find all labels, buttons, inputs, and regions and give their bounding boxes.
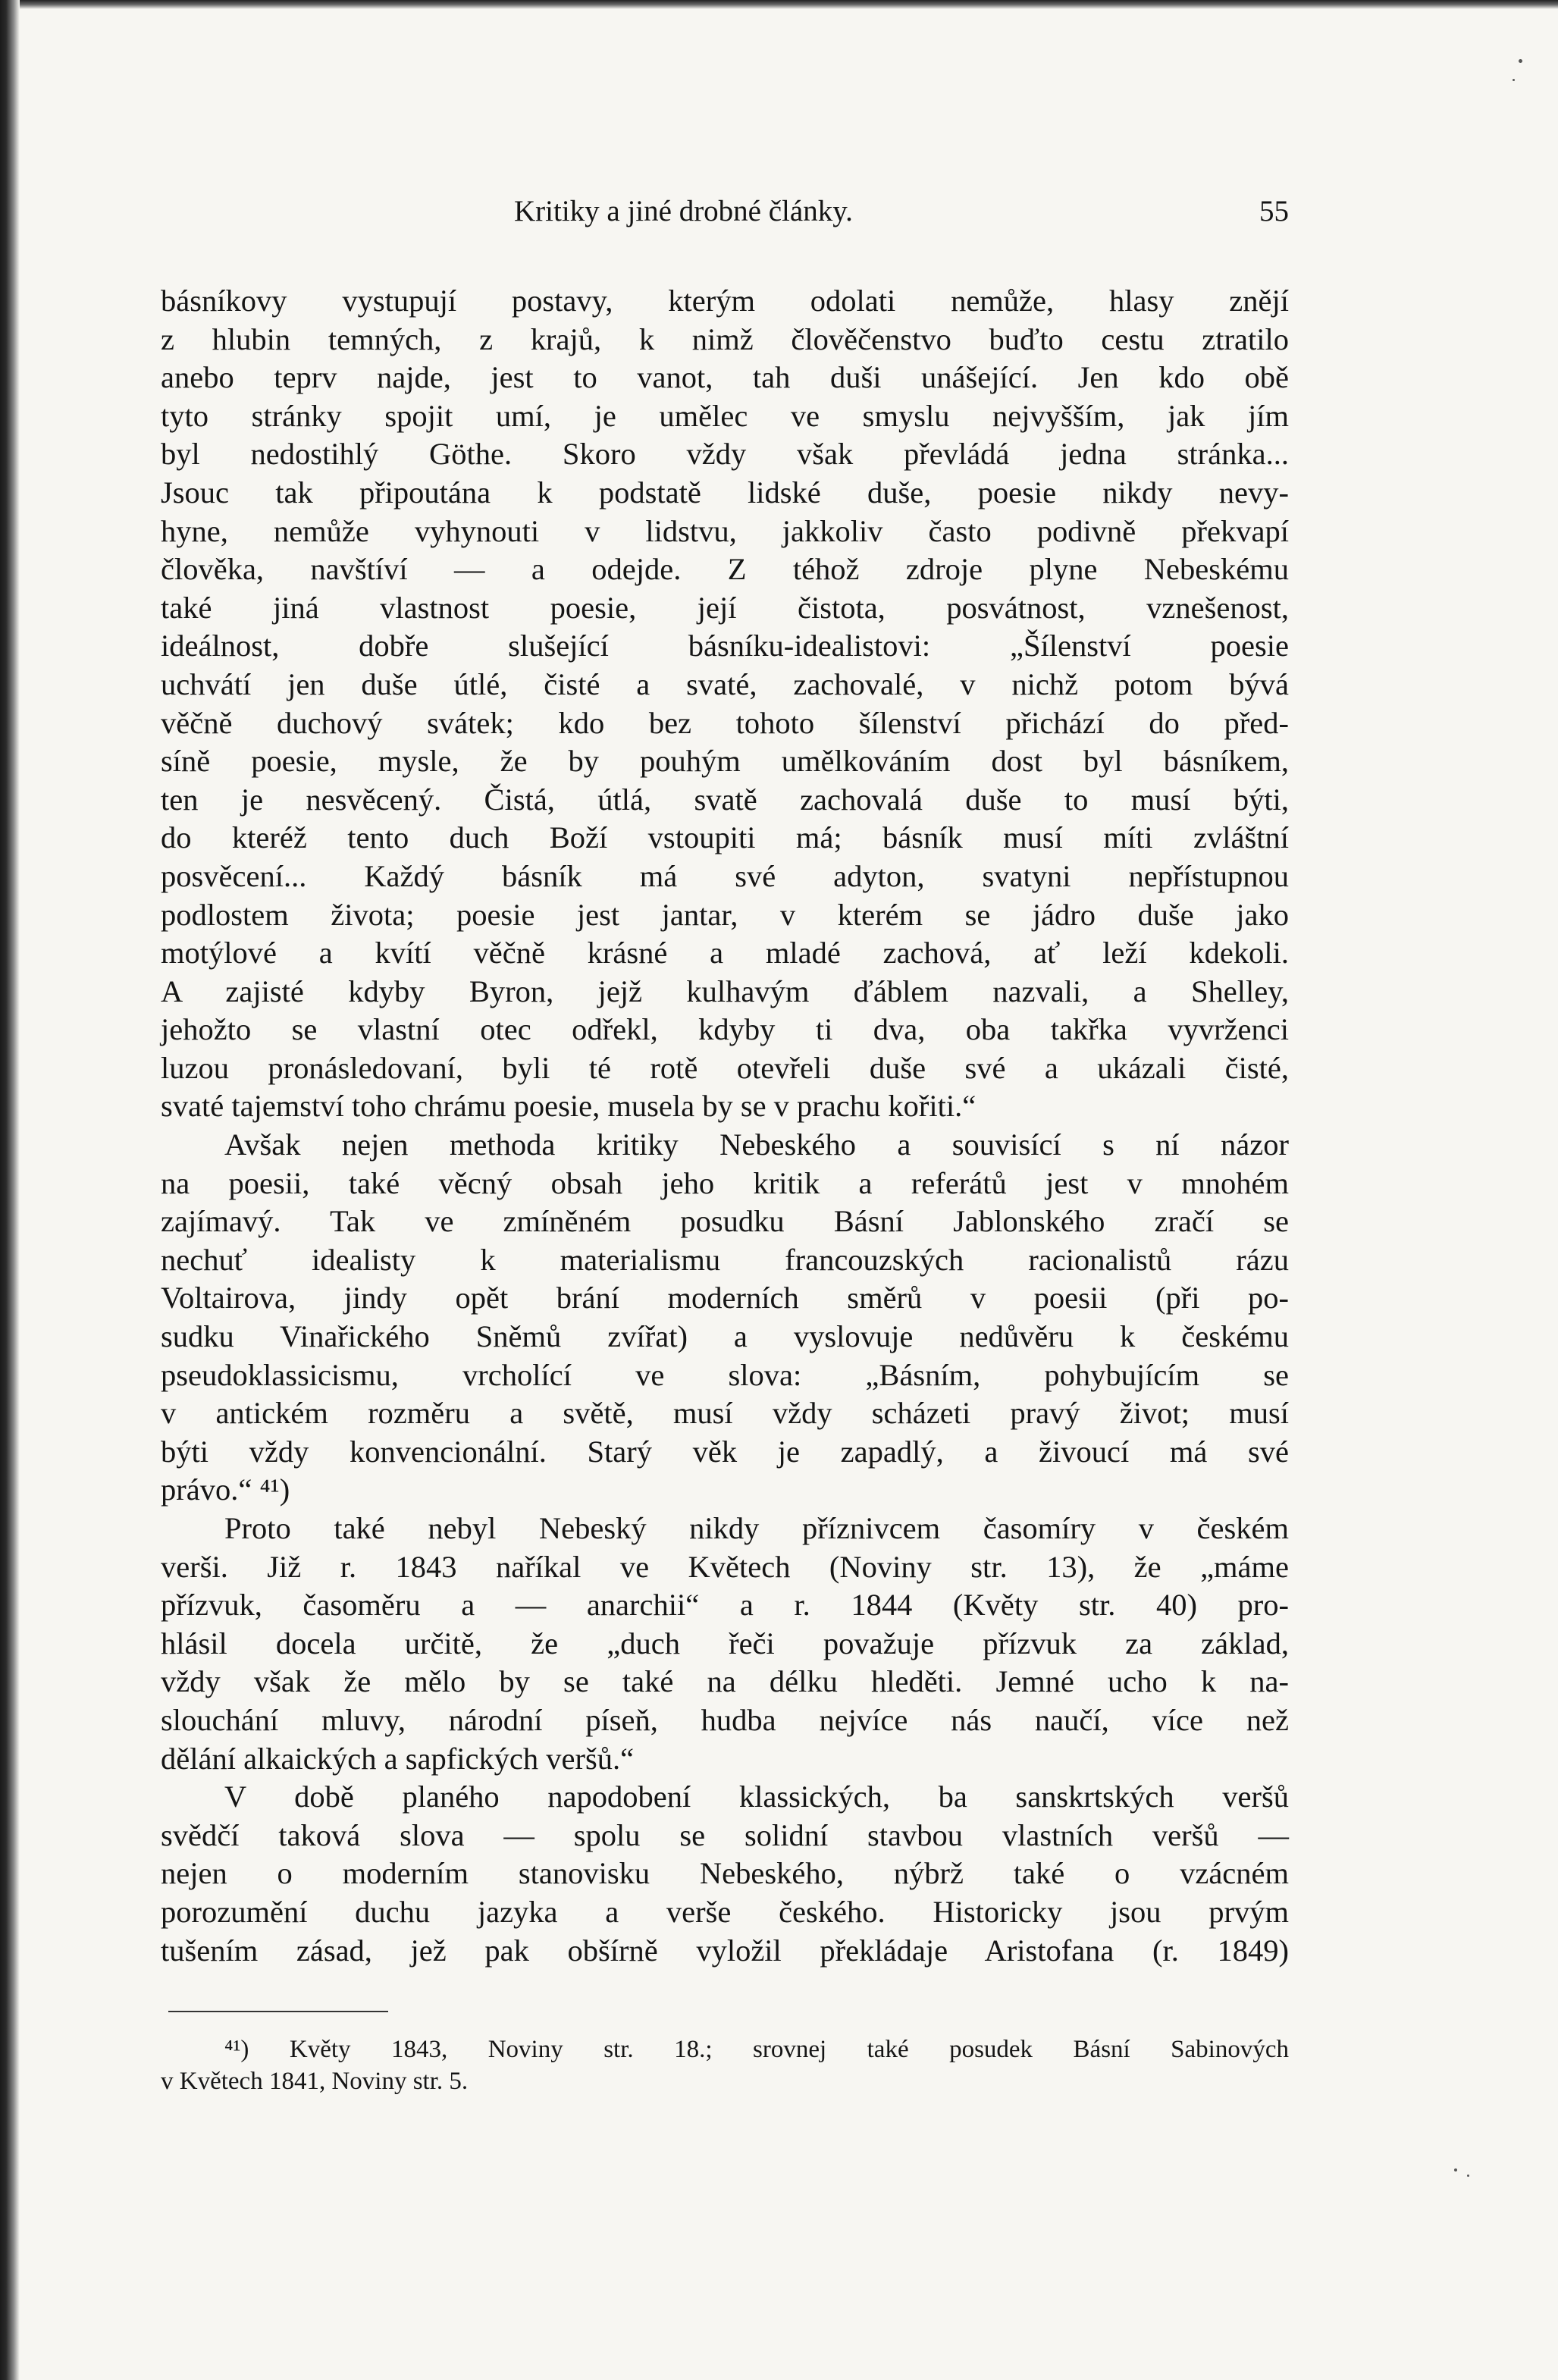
scan-edge-top	[0, 0, 1558, 9]
text-line: ideálnost, dobře slušející básníku-idealistovi: „Šílenství poesie	[161, 629, 1289, 663]
scan-edge-left	[0, 0, 20, 2380]
footnotes	[161, 2034, 1289, 2097]
text-line: nejen o moderním stanovisku Nebeského, nýbrž také o vzácném	[161, 1856, 1289, 1891]
scan-speck	[1467, 2175, 1469, 2177]
page-number: 55	[1259, 195, 1289, 227]
scan-speck	[1519, 59, 1522, 63]
text-line: také jiná vlastnost poesie, její čistota, posvátnost, vznešenost,	[161, 590, 1289, 625]
text-line: V době planého napodobení klassických, ba sanskrtských veršů	[224, 1780, 1289, 1814]
text-line: tyto stránky spojit umí, je umělec ve smyslu nejvyšším, jak jím	[161, 398, 1289, 433]
text-line: člověka, navštíví — a odejde. Z téhož zdroje plyne Nebeskému	[161, 552, 1289, 587]
text-line: sudku Vinařického Sněmů zvířat) a vyslovuje nedůvěru k českému	[161, 1319, 1289, 1354]
text-line: jehožto se vlastní otec odřekl, kdyby ti dva, oba takřka vyvrženci	[161, 1012, 1289, 1047]
running-head	[159, 194, 1289, 234]
text-line: hyne, nemůže vyhynouti v lidstvu, jakkoliv často podivně překvapí	[161, 513, 1289, 548]
text-line: býti vždy konvencionální. Starý věk je zapadlý, a živoucí má své	[161, 1434, 1289, 1469]
text-line: Jsouc tak připoutána k podstatě lidské duše, poesie nikdy nevy-	[161, 475, 1289, 510]
text-line: Proto také nebyl Nebeský nikdy příznivcem časomíry v českém	[224, 1511, 1289, 1545]
text-line: byl nedostihlý Göthe. Skoro vždy však převládá jedna stránka...	[161, 437, 1289, 472]
running-title: Kritiky a jiné drobné články.	[514, 195, 853, 227]
text-line: tušením zásad, jež pak obšírně vyložil překládaje Aristofana (r. 1849)	[161, 1933, 1289, 1968]
text-line: svaté tajemství toho chrámu poesie, musela by se v prachu kořiti.“	[161, 1089, 976, 1124]
body-text	[161, 282, 1289, 1970]
text-line: v antickém rozměru a světě, musí vždy scházeti pravý život; musí	[161, 1396, 1289, 1431]
text-line: věčně duchový svátek; kdo bez tohoto šílenství přichází do před-	[161, 705, 1289, 740]
text-line: právo.“ ⁴¹)	[161, 1472, 290, 1507]
text-line: pseudoklassicismu, vrcholící ve slova: „Básním, pohybujícím se	[161, 1357, 1289, 1392]
footnote-line: v Květech 1841, Noviny str. 5.	[161, 2068, 469, 2095]
text-line: dělání alkaických a sapfických veršů.“	[161, 1741, 635, 1776]
text-line: do kteréž tento duch Boží vstoupiti má; básník musí míti zvláštní	[161, 820, 1289, 855]
text-line: hlásil docela určitě, že „duch řeči považuje přízvuk za základ,	[161, 1626, 1289, 1660]
text-line: motýlové a kvítí věčně krásné a mladé zachová, ať leží kdekoli.	[161, 936, 1289, 971]
text-line: porozumění duchu jazyka a verše českého. Historicky jsou prvým	[161, 1894, 1289, 1929]
text-line: na poesii, také věcný obsah jeho kritik a referátů jest v mnohém	[161, 1165, 1289, 1200]
text-line: uchvátí jen duše útlé, čisté a svaté, zachovalé, v nichž potom bývá	[161, 666, 1289, 701]
footnote-rule	[168, 2011, 388, 2012]
text-line: síně poesie, mysle, že by pouhým umělkováním dost byl básníkem,	[161, 744, 1289, 779]
text-line: ten je nesvěcený. Čistá, útlá, svatě zachovalá duše to musí býti,	[161, 782, 1289, 817]
text-line: nechuť idealisty k materialismu francouzských racionalistů rázu	[161, 1242, 1289, 1277]
text-line: zajímavý. Tak ve zmíněném posudku Básní Jablonského zračí se	[161, 1204, 1289, 1239]
text-line: anebo teprv najde, jest to vanot, tah duši unášející. Jen kdo obě	[161, 360, 1289, 395]
text-line: Avšak nejen methoda kritiky Nebeského a souvisící s ní názor	[224, 1127, 1289, 1162]
text-line: verši. Již r. 1843 naříkal ve Květech (Noviny str. 13), že „máme	[161, 1549, 1289, 1584]
text-line: posvěcení... Každý básník má své adyton, svatyni nepřístupnou	[161, 858, 1289, 893]
footnote-line: ⁴¹) Květy 1843, Noviny str. 18.; srovnej také posudek Básní Sabinových	[224, 2036, 1289, 2063]
text-line: luzou pronásledovaní, byli té rotě otevřeli duše své a ukázali čisté,	[161, 1050, 1289, 1085]
text-line: z hlubin temných, z krajů, k nimž člověčenstvo buďto cestu ztratilo	[161, 321, 1289, 356]
text-line: slouchání mluvy, národní píseň, hudba nejvíce nás naučí, více než	[161, 1702, 1289, 1737]
scan-speck	[1513, 79, 1515, 81]
text-line: podlostem života; poesie jest jantar, v kterém se jádro duše jako	[161, 897, 1289, 932]
text-line: vždy však že mělo by se také na délku hleděti. Jemné ucho k na-	[161, 1664, 1289, 1699]
text-line: svědčí taková slova — spolu se solidní stavbou vlastních veršů —	[161, 1817, 1289, 1852]
text-line: básníkovy vystupují postavy, kterým odolati nemůže, hlasy znějí	[161, 284, 1289, 318]
text-line: přízvuk, časoměru a — anarchii“ a r. 1844 (Květy str. 40) pro-	[161, 1588, 1289, 1623]
scan-speck	[1454, 2168, 1457, 2171]
text-line: A zajisté kdyby Byron, jejž kulhavým ďáblem nazvali, a Shelley,	[161, 974, 1289, 1008]
text-line: Voltairova, jindy opět brání moderních směrů v poesii (při po-	[161, 1281, 1289, 1315]
